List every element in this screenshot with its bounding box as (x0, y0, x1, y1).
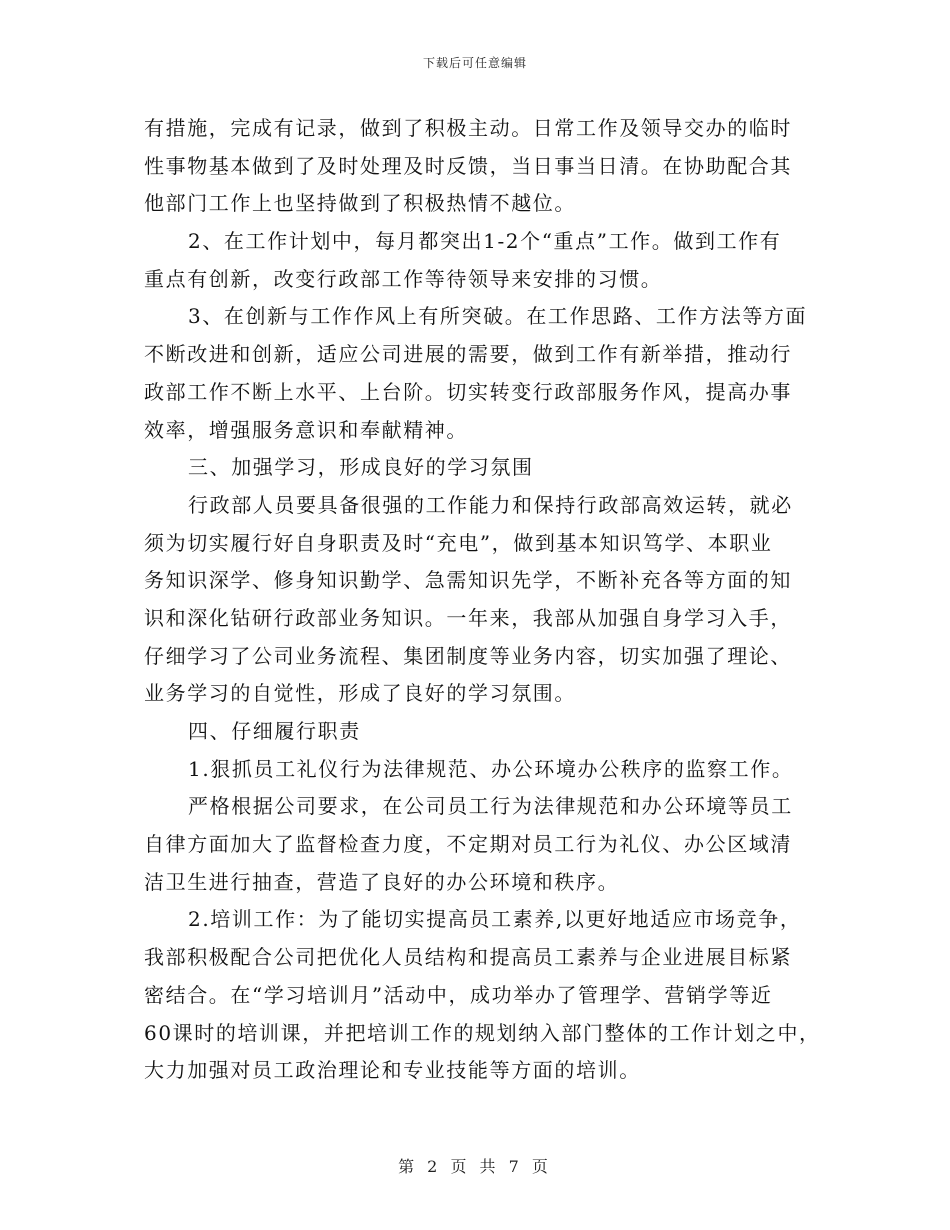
section-heading: 三、加强学习，形成良好的学习氛围 (188, 455, 534, 480)
paragraph-line: 大力加强对员工政治理论和专业技能等方面的培训。 (144, 1058, 641, 1083)
paragraph-line: 洁卫生进行抽查，营造了良好的办公环境和秩序。 (144, 869, 620, 894)
paragraph-line: 严格根据公司要求，在公司员工行为法律规范和办公环境等员工 (188, 794, 793, 819)
page-header: 下载后可任意编辑 (422, 56, 527, 70)
paragraph-line: 有措施，完成有记录，做到了积极主动。日常工作及领导交办的临时 (144, 116, 792, 140)
paragraph-line: 60课时的培训课，并把培训工作的规划纳入部门整体的工作计划之中， (144, 1020, 821, 1045)
paragraph-line: 业务学习的自觉性，形成了良好的学习氛围。 (144, 681, 576, 706)
paragraph-line: 重点有创新，改变行政部工作等待领导来安排的习惯。 (144, 266, 663, 291)
paragraph-line: 他部门工作上也坚持做到了积极热情不越位。 (144, 191, 576, 216)
page-number: 第 2 页 共 7 页 (398, 1157, 552, 1176)
section-heading: 四、仔细履行职责 (188, 719, 361, 743)
paragraph-line: 2.培训工作：为了能切实提高员工素养,以更好地适应市场竞争， (188, 907, 802, 932)
paragraph-line: 须为切实履行好自身职责及时“充电”，做到基本知识笃学、本职业 (144, 530, 773, 555)
paragraph-line: 自律方面加大了监督检查力度，不定期对员工行为礼仪、办公区域清 (144, 832, 792, 857)
paragraph-line: 1.狠抓员工礼仪行为法律规范、办公环境办公秩序的监察工作。 (188, 756, 794, 781)
paragraph-line: 3、在创新与工作作风上有所突破。在工作思路、工作方法等方面 (188, 304, 808, 329)
document-body (144, 110, 821, 1090)
paragraph-line: 仔细学习了公司业务流程、集团制度等业务内容，切实加强了理论、 (144, 643, 792, 668)
paragraph-line: 性事物基本做到了及时处理及时反馈，当日事当日清。在协助配合其 (144, 153, 792, 178)
paragraph-line: 识和深化钻研行政部业务知识。一年来，我部从加强自身学习入手， (144, 605, 792, 630)
paragraph-line: 密结合。在“学习培训月”活动中，成功举办了管理学、营销学等近 (144, 982, 773, 1007)
paragraph-line: 效率，增强服务意识和奉献精神。 (144, 417, 468, 442)
paragraph-line: 务知识深学、修身知识勤学、急需知识先学，不断补充各等方面的知 (144, 568, 792, 593)
paragraph-line: 政部工作不断上水平、上台阶。切实转变行政部服务作风，提高办事 (144, 379, 792, 404)
paragraph-line: 2、在工作计划中，每月都突出1-2个“重点”工作。做到工作有 (188, 229, 782, 254)
paragraph-line: 我部积极配合公司把优化人员结构和提高员工素养与企业进展目标紧 (144, 945, 792, 970)
paragraph-line: 行政部人员要具备很强的工作能力和保持行政部高效运转，就必 (188, 492, 793, 517)
paragraph-line: 不断改进和创新，适应公司进展的需要，做到工作有新举措，推动行 (144, 342, 792, 367)
